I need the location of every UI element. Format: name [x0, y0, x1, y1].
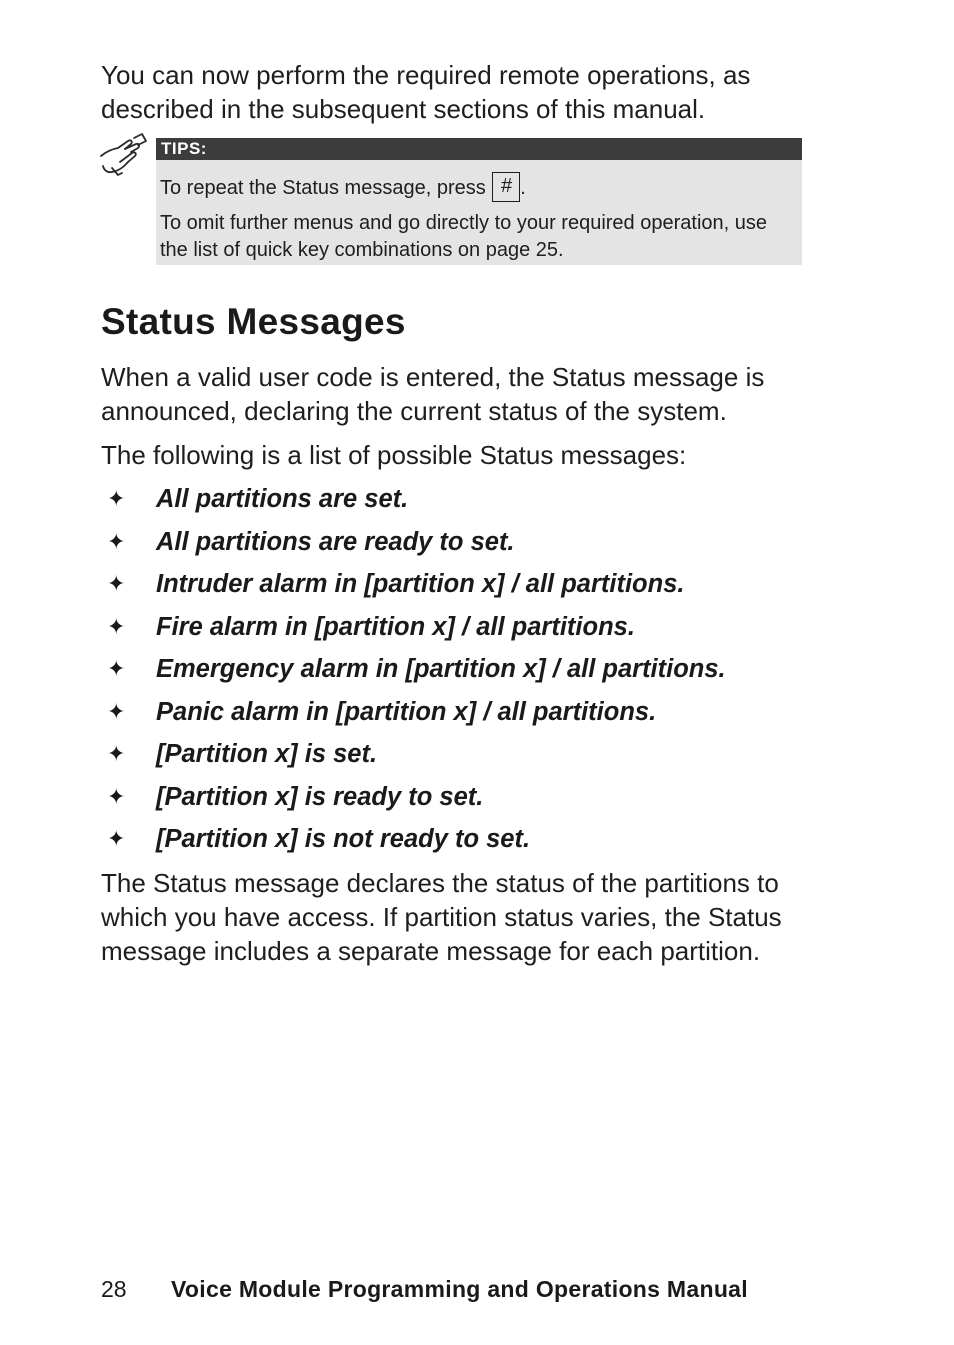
- star-bullet-icon: ✦: [107, 656, 126, 681]
- tip-period: .: [520, 177, 526, 199]
- page-number: 28: [101, 1276, 127, 1302]
- intro-paragraph: You can now perform the required remote operations, as described in the subsequent sections of this manual.: [101, 60, 751, 124]
- list-item: [101, 521, 806, 564]
- star-bullet-icon: ✦: [107, 783, 126, 809]
- status-message: All partitions are set.: [156, 485, 409, 513]
- star-bullet-icon: ✦: [107, 826, 126, 851]
- page-content: [101, 58, 806, 968]
- status-message: Fire alarm in [partition x] / all partitions.: [156, 612, 635, 641]
- list-item: [101, 648, 806, 691]
- list-item: [101, 691, 806, 734]
- page-footer: [101, 1274, 748, 1304]
- section-heading: Status Messages: [101, 301, 406, 342]
- manual-title: Voice Module Programming and Operations Manual: [171, 1276, 748, 1302]
- hash-key-icon: #: [492, 172, 520, 202]
- list-item: [101, 606, 806, 649]
- tip-text: To repeat the Status message, press: [160, 177, 486, 199]
- tips-box: [156, 138, 802, 265]
- list-item: [101, 776, 806, 819]
- list-item: [101, 733, 806, 776]
- list-item: [101, 563, 806, 606]
- star-bullet-icon: ✦: [107, 698, 126, 724]
- status-message: All partitions are ready to set.: [156, 527, 515, 556]
- status-message: Intruder alarm in [partition x] / all partitions.: [156, 570, 685, 598]
- tip-quick-keys: To omit further menus and go directly to your required operation, use the list of quick key combinations on page 25.: [160, 212, 767, 261]
- list-item: [101, 478, 806, 521]
- star-bullet-icon: ✦: [107, 571, 126, 596]
- status-message: [Partition x] is not ready to set.: [156, 825, 531, 853]
- list-item: [101, 818, 806, 861]
- star-bullet-icon: ✦: [107, 613, 126, 639]
- pointing-hand-icon: [98, 132, 148, 180]
- star-bullet-icon: ✦: [107, 528, 126, 554]
- tip-repeat-status: [160, 170, 798, 202]
- tips-header: TIPS:: [156, 138, 802, 160]
- star-bullet-icon: ✦: [107, 486, 126, 511]
- status-message: Panic alarm in [partition x] / all partitions.: [156, 697, 657, 726]
- closing-paragraph: The Status message declares the status of the partitions to which you have access. If partition status varies, the Status message includes a separate message for each partition.: [101, 867, 782, 966]
- star-bullet-icon: ✦: [107, 741, 126, 766]
- status-message: [Partition x] is set.: [156, 740, 378, 768]
- list-intro-paragraph: The following is a list of possible Status messages:: [101, 440, 687, 470]
- status-message: [Partition x] is ready to set.: [156, 782, 484, 811]
- tips-body: [156, 160, 802, 265]
- description-paragraph: When a valid user code is entered, the Status message is announced, declaring the current status of the system.: [101, 362, 765, 426]
- status-message-list: [101, 478, 806, 861]
- status-message: Emergency alarm in [partition x] / all partitions.: [156, 655, 726, 683]
